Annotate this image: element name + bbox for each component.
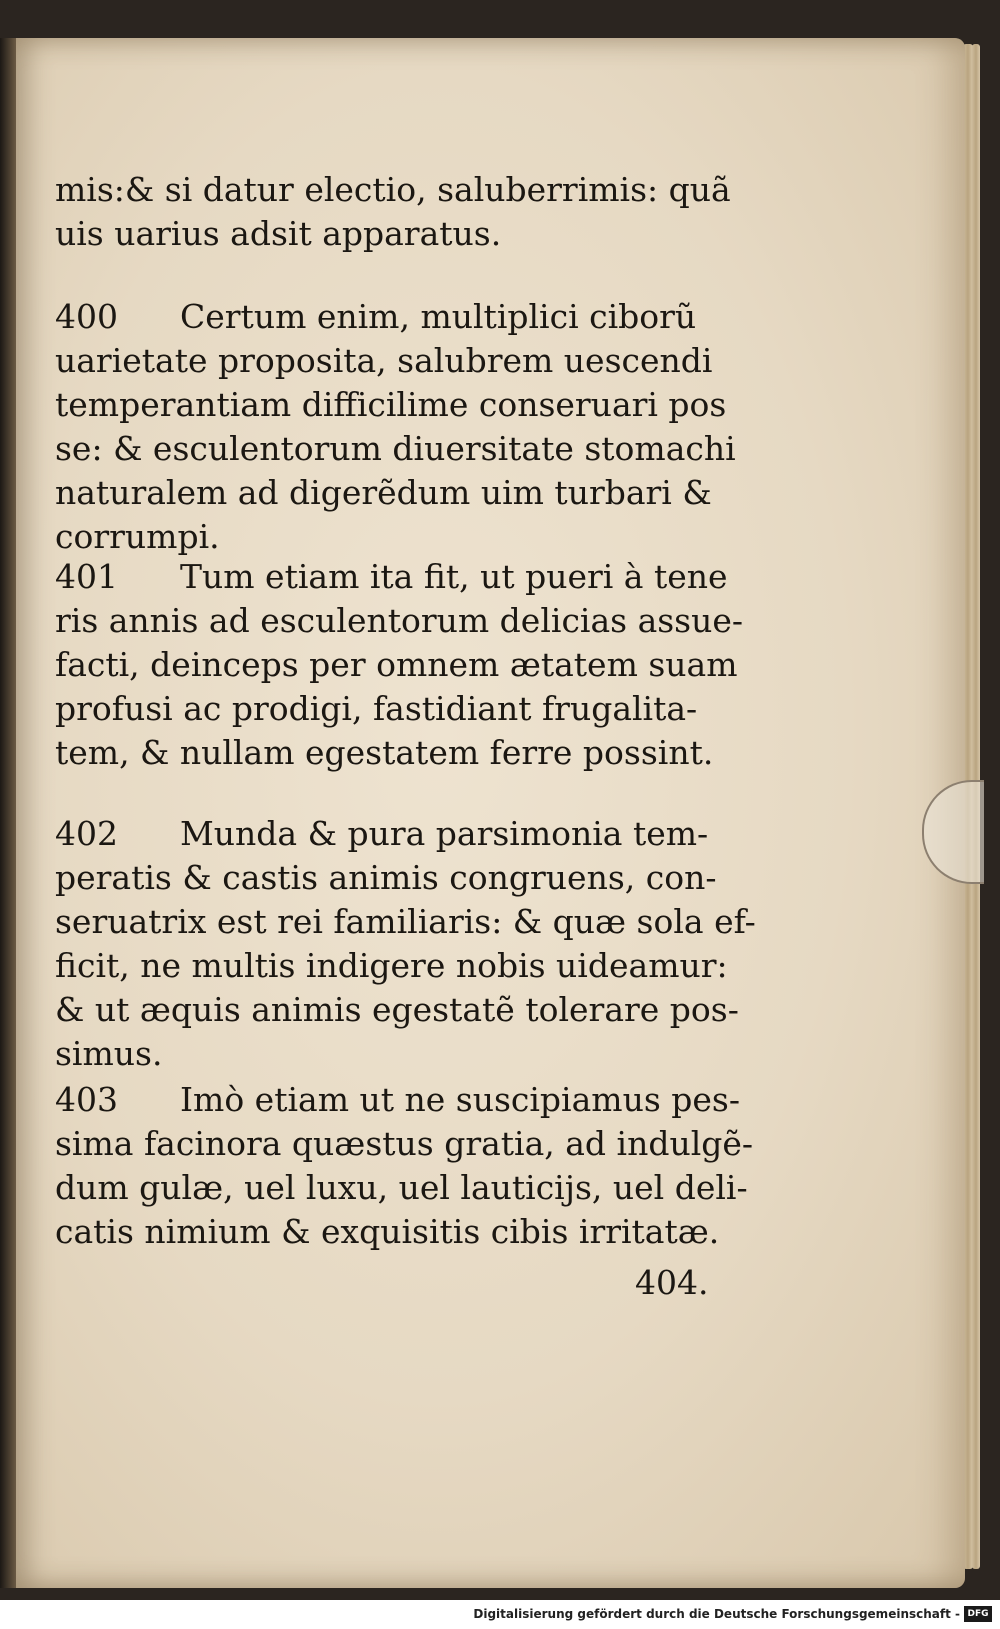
- entry-number: 401: [55, 557, 118, 596]
- footer-bar: [0, 1603, 1000, 1629]
- text-line: Imò etiam ut ne suscipiamus pes-: [180, 1080, 740, 1119]
- text-line: naturalem ad digerẽdum uim turbari &: [55, 473, 712, 512]
- entry-number: 402: [55, 814, 118, 853]
- text-line: ficit, ne multis indigere nobis uideamur:: [55, 946, 728, 985]
- text-line: uis uarius adsit apparatus.: [55, 214, 502, 253]
- text-line: ris annis ad esculentorum delicias assue-: [55, 601, 744, 640]
- text-line: temperantiam difficilime conseruari pos: [55, 385, 727, 424]
- catchword: 404.: [635, 1263, 709, 1302]
- text-line: sima facinora quæstus gratia, ad indulgẽ-: [55, 1124, 754, 1163]
- text-line: seruatrix est rei familiaris: & quæ sola ef-: [55, 902, 756, 941]
- entry-403: [55, 1078, 754, 1254]
- dfg-logo: DFG: [964, 1606, 992, 1622]
- gutter-shadow: [0, 38, 16, 1588]
- text-line: profusi ac prodigi, fastidiant frugalita-: [55, 689, 698, 728]
- text-line: uarietate proposita, salubrem uescendi: [55, 341, 713, 380]
- continuation-text: [55, 168, 735, 256]
- funding-credit: Digitalisierung gefördert durch die Deutsche Forschungsgemeinschaft -: [473, 1607, 960, 1621]
- text-line: Certum enim, multiplici ciborũ: [180, 297, 697, 336]
- text-line: se: & esculentorum diuersitate stomachi: [55, 429, 736, 468]
- entry-402: [55, 812, 756, 1076]
- text-line: peratis & castis animis congruens, con-: [55, 858, 717, 897]
- entry-401: [55, 555, 744, 775]
- text-line: & ut æquis animis egestatẽ tolerare pos-: [55, 990, 739, 1029]
- entry-400: [55, 295, 735, 559]
- text-line: tem, & nullam egestatem ferre possint.: [55, 733, 714, 772]
- text-line: catis nimium & exquisitis cibis irritatæ.: [55, 1212, 720, 1251]
- text-line: simus.: [55, 1034, 163, 1073]
- text-line: corrumpi.: [55, 517, 220, 556]
- entry-number: 403: [55, 1080, 118, 1119]
- text-line: facti, deinceps per omnem ætatem suam: [55, 645, 738, 684]
- text-line: dum gulæ, uel luxu, uel lauticijs, uel deli-: [55, 1168, 748, 1207]
- entry-number: 400: [55, 297, 118, 336]
- text-line: Munda & pura parsimonia tem-: [180, 814, 709, 853]
- text-line: Tum etiam ita fit, ut pueri à tene: [180, 557, 728, 596]
- text-line: mis:& si datur electio, saluberrimis: quã: [55, 170, 731, 209]
